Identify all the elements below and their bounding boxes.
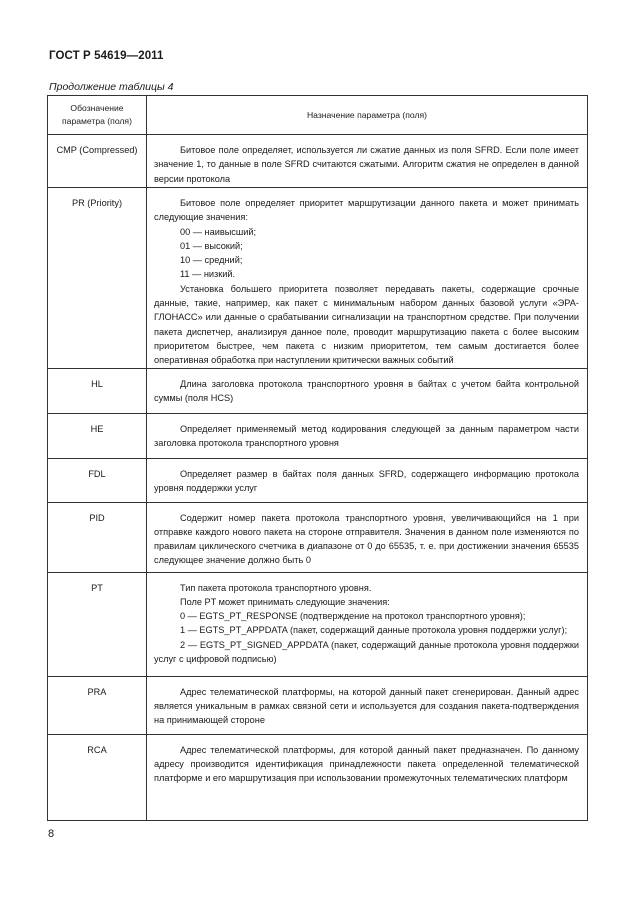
table-continuation-caption: Продолжение таблицы 4 — [49, 81, 174, 93]
page-number: 8 — [48, 828, 55, 840]
parameter-description — [147, 734, 588, 820]
description-paragraph: Длина заголовка протокола транспортного уровня в байтах с учетом байта контрольной суммы (поля HCS) — [154, 378, 579, 403]
value-list-item: 11 — низкий. — [180, 269, 236, 280]
column-header-designation: Обозначение параметра (поля) — [48, 96, 147, 135]
value-list-item: 2 — EGTS_PT_SIGNED_APPDATA (пакет, содержащий данные протокола уровня поддержки услуг с цифровой подписью) — [154, 639, 579, 665]
parameter-description — [147, 413, 588, 458]
table-row — [48, 368, 588, 413]
table-row — [48, 413, 588, 458]
table-row — [48, 135, 588, 188]
table-header-row — [48, 96, 588, 135]
parameter-name: PR (Priority) — [48, 188, 147, 369]
parameter-description — [147, 458, 588, 502]
parameter-description — [147, 572, 588, 676]
value-list-item: 0 — EGTS_PT_RESPONSE (подтверждение на протокол транспортного уровня); — [180, 611, 526, 622]
table-row — [48, 572, 588, 676]
table-row — [48, 188, 588, 369]
value-list-item: 1 — EGTS_PT_APPDATA (пакет, содержащий данные протокола уровня поддержки услуг); — [180, 625, 568, 636]
parameter-name: CMP (Compressed) — [48, 135, 147, 188]
parameter-description — [147, 502, 588, 572]
parameter-description — [147, 676, 588, 734]
description-paragraph: Адрес телематической платформы, на которой данный пакет сгенерирован. Данный адрес является уникальным в рамках связной сети и используется для создания пакета-подтверждения на принимающей стороне — [154, 686, 579, 726]
parameters-table — [47, 95, 588, 821]
parameter-name: RCA — [48, 734, 147, 820]
table-row — [48, 676, 588, 734]
column-header-purpose: Назначение параметра (поля) — [147, 96, 588, 135]
description-paragraph: Тип пакета протокола транспортного уровня. — [180, 582, 372, 593]
parameter-name: HL — [48, 368, 147, 413]
description-paragraph: Адрес телематической платформы, для которой данный пакет предназначен. По данному адресу производится идентификация принадлежности пакета определенной телематической платформе и его маршрутизация при использовании промежуточных телематических платформ — [154, 744, 579, 784]
description-paragraph: Содержит номер пакета протокола транспортного уровня, увеличивающийся на 1 при отправке каждого нового пакета на стороне отправителя. Значения в данном поле изменяются по правилам циклического счетчика в диапазоне от 0 до 65535, т. е. при достижении значения 65535 следующее значение должно быть 0 — [154, 512, 579, 566]
value-list-item: 00 — наивысший; — [180, 226, 257, 237]
parameter-description — [147, 368, 588, 413]
table-row — [48, 734, 588, 820]
table-row — [48, 458, 588, 502]
value-list-item: 01 — высокий; — [180, 240, 243, 251]
parameter-name: PT — [48, 572, 147, 676]
parameter-name: PID — [48, 502, 147, 572]
parameter-description — [147, 188, 588, 369]
parameter-name: PRA — [48, 676, 147, 734]
description-paragraph: Определяет размер в байтах поля данных SFRD, содержащего информацию протокола уровня поддержки услуг — [154, 468, 579, 493]
parameter-name: FDL — [48, 458, 147, 502]
parameter-name: HE — [48, 413, 147, 458]
description-paragraph: Установка большего приоритета позволяет передавать пакеты, содержащие срочные данные, такие, например, как пакет с минимальным набором данных базовой услуги «ЭРА-ГЛОНАСС» или данные о срабатывании сигнализации на транспортном средстве. При получении пакета диспетчер, анализируя данное поле, проводит маршрутизацию пакета с более высоким приоритетом быстрее, чем пакета с низким приоритетом, тем самым достигается более оперативная обработка при наступлении критически важных событий — [154, 283, 579, 366]
description-paragraph: Поле PT может принимать следующие значения: — [180, 596, 390, 607]
table-row — [48, 502, 588, 572]
description-paragraph: Битовое поле определяет, используется ли сжатие данных из поля SFRD. Если поле имеет значение 1, то данные в поле SFRD считаются сжатыми. Алгоритм сжатия не определен в данной версии протокола — [154, 145, 579, 184]
parameter-description — [147, 135, 588, 188]
description-paragraph: Битовое поле определяет приоритет маршрутизации данного пакета и может принимать следующие значения: — [154, 198, 579, 223]
value-list-item: 10 — средний; — [180, 255, 243, 266]
document-id: ГОСТ Р 54619—2011 — [49, 50, 164, 62]
description-paragraph: Определяет применяемый метод кодирования следующей за данным параметром части заголовка протокола транспортного уровня — [154, 423, 579, 448]
